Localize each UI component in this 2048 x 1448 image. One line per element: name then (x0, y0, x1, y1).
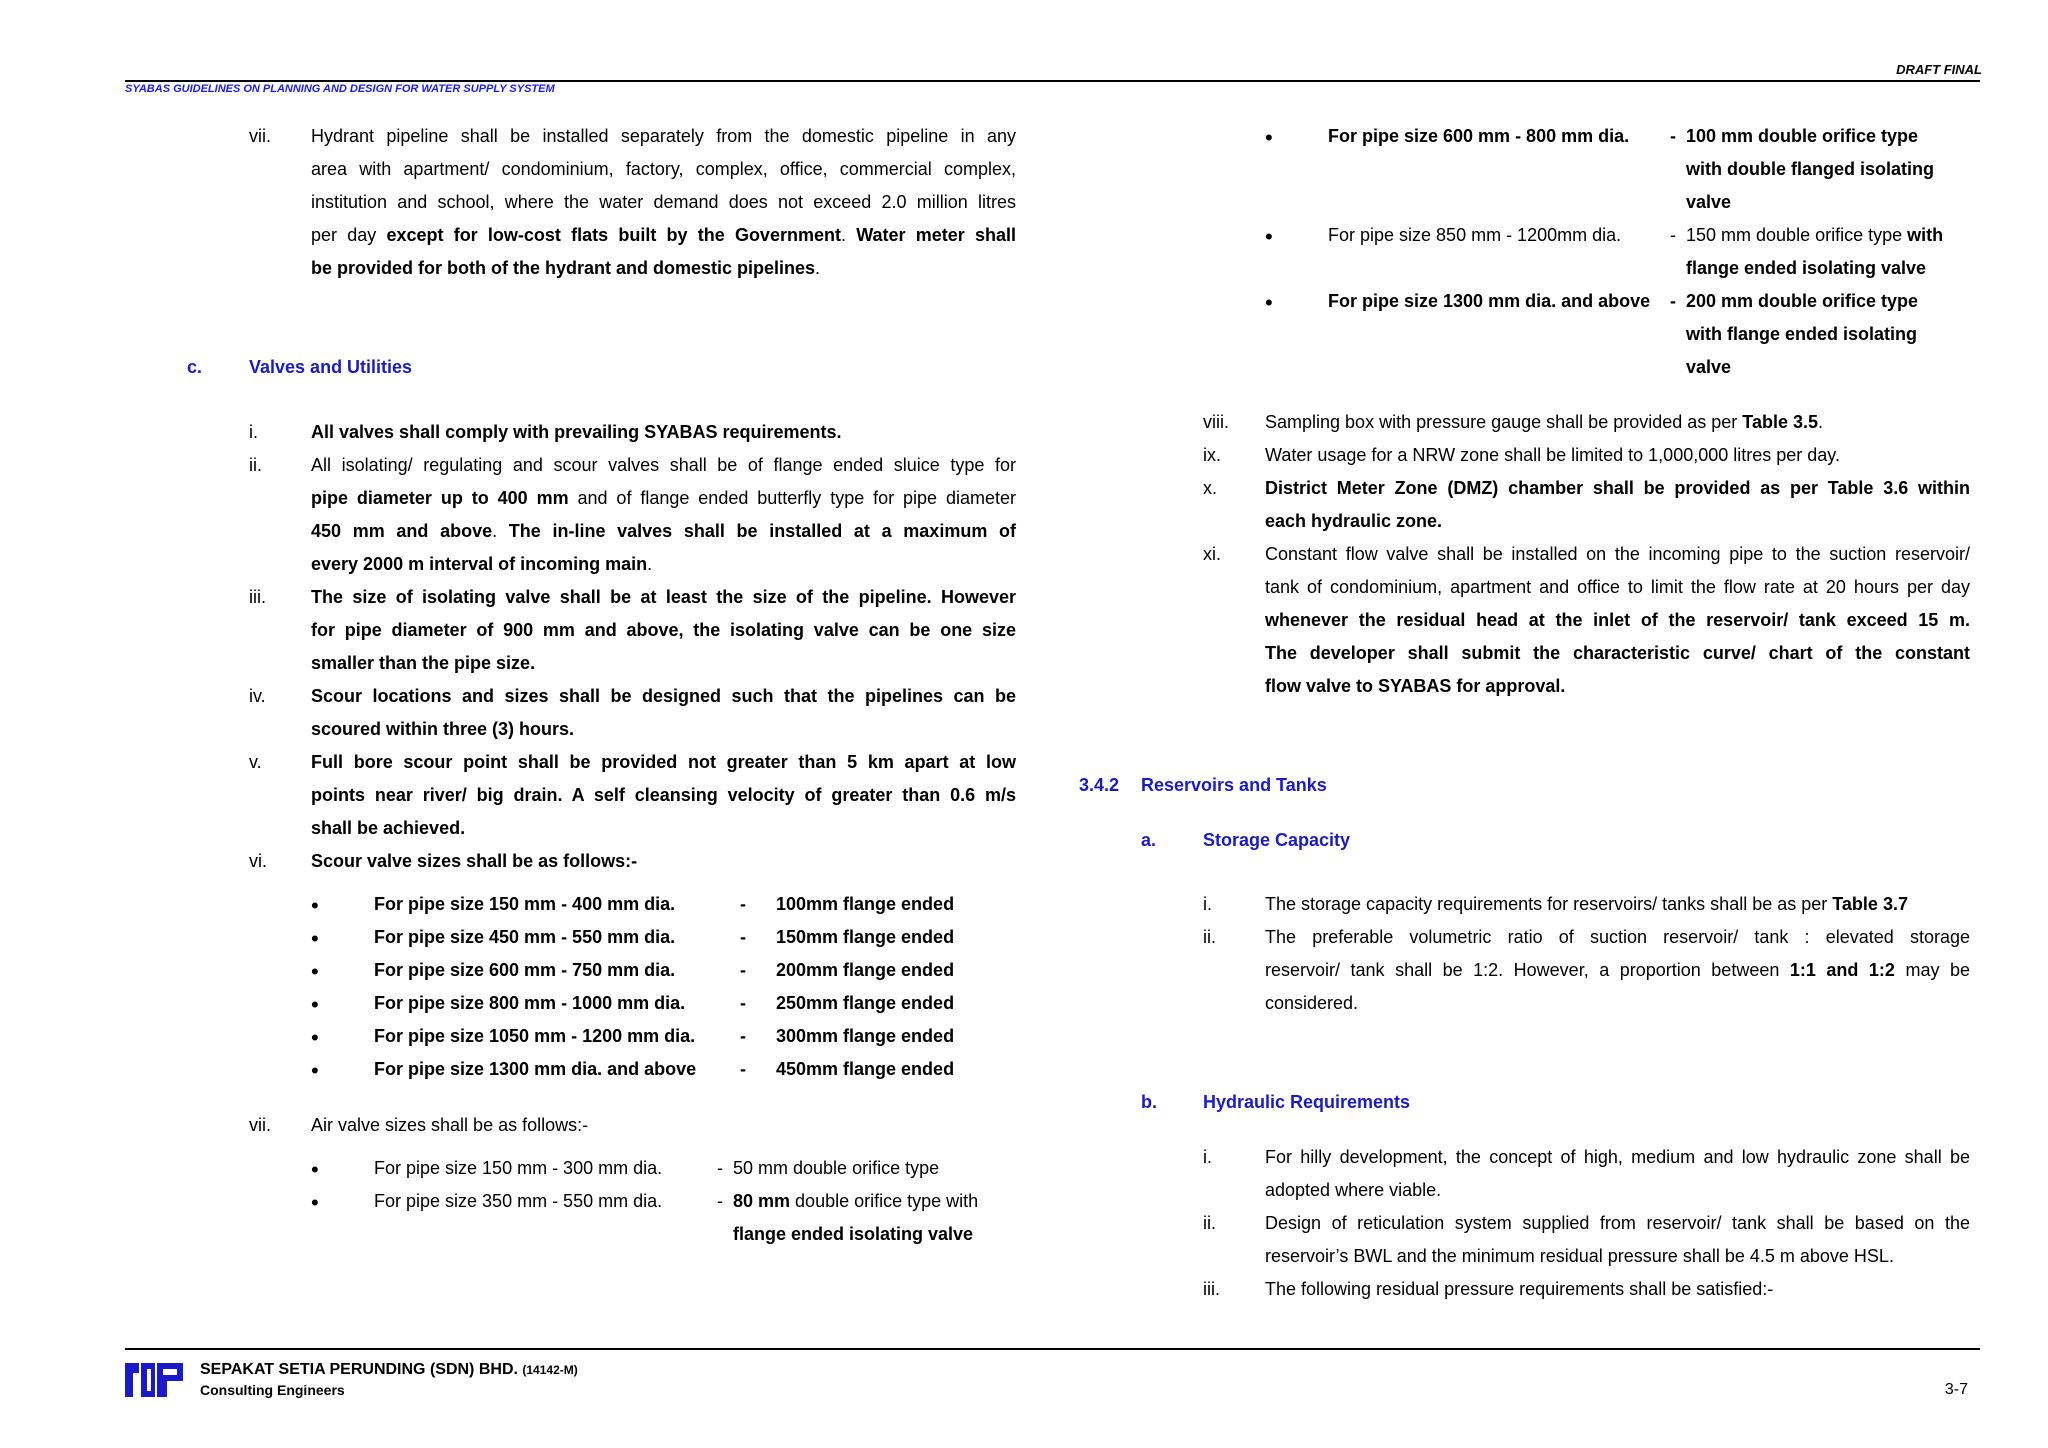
item-number: iii. (1203, 1279, 1220, 1299)
item-number: ii. (1203, 927, 1216, 947)
scour-pipe-size: For pipe size 600 mm - 750 mm dia. (374, 960, 676, 980)
item-number: xi. (1203, 544, 1221, 564)
company-subtitle: Consulting Engineers (200, 1382, 345, 1398)
item-number: i. (1203, 894, 1212, 914)
scour-valve-size: 300mm flange ended (776, 1026, 955, 1046)
header-document-title: SYABAS GUIDELINES ON PLANNING AND DESIGN FOR WATER SUPPLY SYSTEM (125, 83, 555, 95)
bullet-dot: • (1265, 224, 1273, 249)
text-span-bold: Table 3.7 (1832, 894, 1908, 914)
valves-item-text: smaller than the pipe size. (311, 653, 536, 673)
scour-dash: - (740, 894, 746, 914)
item-number: i. (249, 422, 258, 442)
item-number: vii. (249, 126, 271, 146)
right-item-text: each hydraulic zone. (1265, 511, 1443, 531)
text-span: reservoir/ tank shall be 1:2. However, a proportion between (1265, 960, 1790, 980)
text-span-bold: The in-line valves shall be installed at a maximum of (508, 521, 1016, 541)
company-name (200, 1361, 578, 1379)
scour-dash: - (740, 993, 746, 1013)
scour-dash: - (740, 927, 746, 947)
air-valve-size (1686, 219, 1943, 252)
air-pipe-size: For pipe size 150 mm - 300 mm dia. (374, 1158, 663, 1178)
right-item-text: adopted where viable. (1265, 1180, 1442, 1200)
valves-item-text: The size of isolating valve shall be at least the size of the pipeline. However (311, 587, 1016, 607)
company-name-text: SEPAKAT SETIA PERUNDING (SDN) BHD. (200, 1361, 518, 1378)
scour-dash: - (740, 1026, 746, 1046)
item-number: iv. (249, 686, 266, 706)
subsection-label: b. (1141, 1092, 1157, 1112)
valves-item-text: Scour valve sizes shall be as follows:- (311, 851, 638, 871)
air-valve-size: valve (1686, 357, 1732, 377)
text-span: . (492, 521, 509, 541)
text-span: Sampling box with pressure gauge shall be provided as per (1265, 412, 1743, 432)
hydrant-text-line: area with apartment/ condominium, factory, complex, office, commercial complex, (311, 159, 1016, 179)
right-item-text: whenever the residual head at the inlet of the reservoir/ tank exceed 15 m. (1265, 610, 1970, 630)
right-item-text: reservoir’s BWL and the minimum residual pressure shall be 4.5 m above HSL. (1265, 1246, 1894, 1266)
text-span: . (647, 554, 653, 574)
text-span: . (815, 258, 821, 278)
text-span-bold: Water meter shall (856, 225, 1016, 245)
scour-dash: - (740, 1059, 746, 1079)
bullet-dot: • (311, 893, 319, 918)
valves-item-text (311, 515, 1016, 548)
air-valve-size: 100 mm double orifice type (1686, 126, 1919, 146)
text-span: . (1817, 412, 1823, 432)
bullet-dot: • (311, 959, 319, 984)
header-draft-label: DRAFT FINAL (1896, 62, 1982, 77)
item-number: vi. (249, 851, 267, 871)
scour-valve-size: 250mm flange ended (776, 993, 955, 1013)
right-item-text (1265, 954, 1970, 987)
text-span-bold: Table 3.5 (1742, 412, 1818, 432)
valves-item-text: shall be achieved. (311, 818, 466, 838)
right-item-text: considered. (1265, 993, 1359, 1013)
bullet-dot: • (311, 1025, 319, 1050)
right-item-text (1265, 888, 1908, 921)
air-valve-size: flange ended isolating valve (1686, 258, 1927, 278)
air-valve-size: 50 mm double orifice type (733, 1158, 940, 1178)
bullet-dot: • (311, 926, 319, 951)
scour-pipe-size: For pipe size 1050 mm - 1200 mm dia. (374, 1026, 696, 1046)
item-number: x. (1203, 478, 1218, 498)
right-item-text: Constant flow valve shall be installed on the incoming pipe to the suction reservoir/ (1265, 544, 1970, 564)
scour-valve-size: 200mm flange ended (776, 960, 955, 980)
valves-item-text: for pipe diameter of 900 mm and above, the isolating valve can be one size (311, 620, 1016, 640)
right-item-text: Water usage for a NRW zone shall be limited to 1,000,000 litres per day. (1265, 445, 1840, 465)
air-dash: - (717, 1191, 723, 1211)
air-dash: - (1670, 126, 1676, 146)
bullet-dot: • (311, 1058, 319, 1083)
air-valve-size: with flange ended isolating (1686, 324, 1918, 344)
text-span-bold: 80 mm (733, 1191, 791, 1211)
section-number: 3.4.2 (1079, 775, 1120, 795)
footer-rule (125, 1348, 1980, 1350)
air-pipe-size: For pipe size 600 mm - 800 mm dia. (1328, 126, 1630, 146)
bullet-dot: • (311, 992, 319, 1017)
text-span-bold: be provided for both of the hydrant and domestic pipelines (311, 258, 816, 278)
valves-item-text (311, 548, 652, 581)
subsection-label: a. (1141, 830, 1157, 850)
hydrant-text-line: institution and school, where the water demand does not exceed 2.0 million litres (311, 192, 1016, 212)
text-span: and of flange ended butterfly type for pipe diameter (568, 488, 1016, 508)
text-span: may be (1894, 960, 1970, 980)
item-number: ix. (1203, 445, 1221, 465)
text-span-bold: 1:1 and 1:2 (1789, 960, 1895, 980)
air-valve-size: flange ended isolating valve (733, 1224, 974, 1244)
item-number: ii. (1203, 1213, 1216, 1233)
valves-item-text: All valves shall comply with prevailing SYABAS requirements. (311, 422, 842, 442)
text-span: The storage capacity requirements for reservoirs/ tanks shall be as per (1265, 894, 1833, 914)
air-dash: - (1670, 225, 1676, 245)
text-span-bold: 450 mm and above (311, 521, 493, 541)
right-item-text: flow valve to SYABAS for approval. (1265, 676, 1566, 696)
subsection-title: Storage Capacity (1203, 830, 1351, 850)
valves-item-text: Air valve sizes shall be as follows:- (311, 1115, 589, 1135)
item-number: ii. (249, 455, 262, 475)
section-label: c. (187, 357, 203, 377)
valves-item-text: scoured within three (3) hours. (311, 719, 575, 739)
scour-pipe-size: For pipe size 800 mm - 1000 mm dia. (374, 993, 686, 1013)
hydrant-text-line: Hydrant pipeline shall be installed separately from the domestic pipeline in any (311, 126, 1016, 146)
scour-pipe-size: For pipe size 1300 mm dia. and above (374, 1059, 697, 1079)
valves-item-text (311, 482, 1016, 515)
right-item-text: For hilly development, the concept of high, medium and low hydraulic zone shall be (1265, 1147, 1970, 1167)
item-number: v. (249, 752, 262, 772)
bullet-dot: • (311, 1157, 319, 1182)
valves-item-text: All isolating/ regulating and scour valves shall be of flange ended sluice type for (311, 455, 1016, 475)
air-pipe-size: For pipe size 850 mm - 1200mm dia. (1328, 225, 1622, 245)
item-number: vii. (249, 1115, 271, 1135)
air-valve-size: with double flanged isolating (1686, 159, 1934, 179)
air-valve-size (733, 1185, 978, 1218)
bullet-dot: • (1265, 125, 1273, 150)
text-span: per day (311, 225, 387, 245)
right-item-text: Design of reticulation system supplied from reservoir/ tank shall be based on the (1265, 1213, 1970, 1233)
bullet-dot: • (1265, 290, 1273, 315)
item-number: iii. (249, 587, 266, 607)
hydrant-text-line (311, 252, 820, 285)
item-number: viii. (1203, 412, 1229, 432)
air-dash: - (717, 1158, 723, 1178)
company-logo-icon (125, 1361, 185, 1397)
subsection-title: Hydraulic Requirements (1203, 1092, 1411, 1112)
right-item-text: The preferable volumetric ratio of suction reservoir/ tank : elevated storage (1265, 927, 1970, 947)
item-number: i. (1203, 1147, 1212, 1167)
section-title: Reservoirs and Tanks (1141, 775, 1327, 795)
air-valve-size: valve (1686, 192, 1732, 212)
air-pipe-size: For pipe size 350 mm - 550 mm dia. (374, 1191, 663, 1211)
right-item-text: The following residual pressure requirements shall be satisfied:- (1265, 1279, 1774, 1299)
scour-valve-size: 100mm flange ended (776, 894, 955, 914)
air-pipe-size: For pipe size 1300 mm dia. and above (1328, 291, 1651, 311)
section-title: Valves and Utilities (249, 357, 413, 377)
company-registration: (14142-M) (522, 1363, 578, 1377)
air-valve-size: 200 mm double orifice type (1686, 291, 1919, 311)
text-span-bold: except for low-cost flats built by the Government (386, 225, 841, 245)
scour-pipe-size: For pipe size 450 mm - 550 mm dia. (374, 927, 676, 947)
right-item-text: The developer shall submit the characteristic curve/ chart of the constant (1265, 643, 1970, 663)
hydrant-text-line (311, 219, 1016, 252)
right-item-text: District Meter Zone (DMZ) chamber shall be provided as per Table 3.6 within (1265, 478, 1970, 498)
text-span: . (840, 225, 857, 245)
valves-item-text: Scour locations and sizes shall be designed such that the pipelines can be (311, 686, 1016, 706)
valves-item-text: points near river/ big drain. A self cleansing velocity of greater than 0.6 m/s (311, 785, 1016, 805)
scour-valve-size: 450mm flange ended (776, 1059, 955, 1079)
page-number: 3-7 (1944, 1381, 1968, 1398)
text-span-bold: every 2000 m interval of incoming main (311, 554, 648, 574)
text-span: 150 mm double orifice type (1686, 225, 1908, 245)
valves-item-text: Full bore scour point shall be provided not greater than 5 km apart at low (311, 752, 1016, 772)
scour-valve-size: 150mm flange ended (776, 927, 955, 947)
right-item-text: tank of condominium, apartment and office to limit the flow rate at 20 hours per day (1265, 577, 1970, 597)
scour-pipe-size: For pipe size 150 mm - 400 mm dia. (374, 894, 676, 914)
text-span: double orifice type with (790, 1191, 979, 1211)
header-rule (125, 80, 1980, 82)
scour-dash: - (740, 960, 746, 980)
text-span-bold: pipe diameter up to 400 mm (311, 488, 569, 508)
right-item-text (1265, 406, 1823, 439)
bullet-dot: • (311, 1190, 319, 1215)
air-dash: - (1670, 291, 1676, 311)
text-span-bold: with (1907, 225, 1944, 245)
